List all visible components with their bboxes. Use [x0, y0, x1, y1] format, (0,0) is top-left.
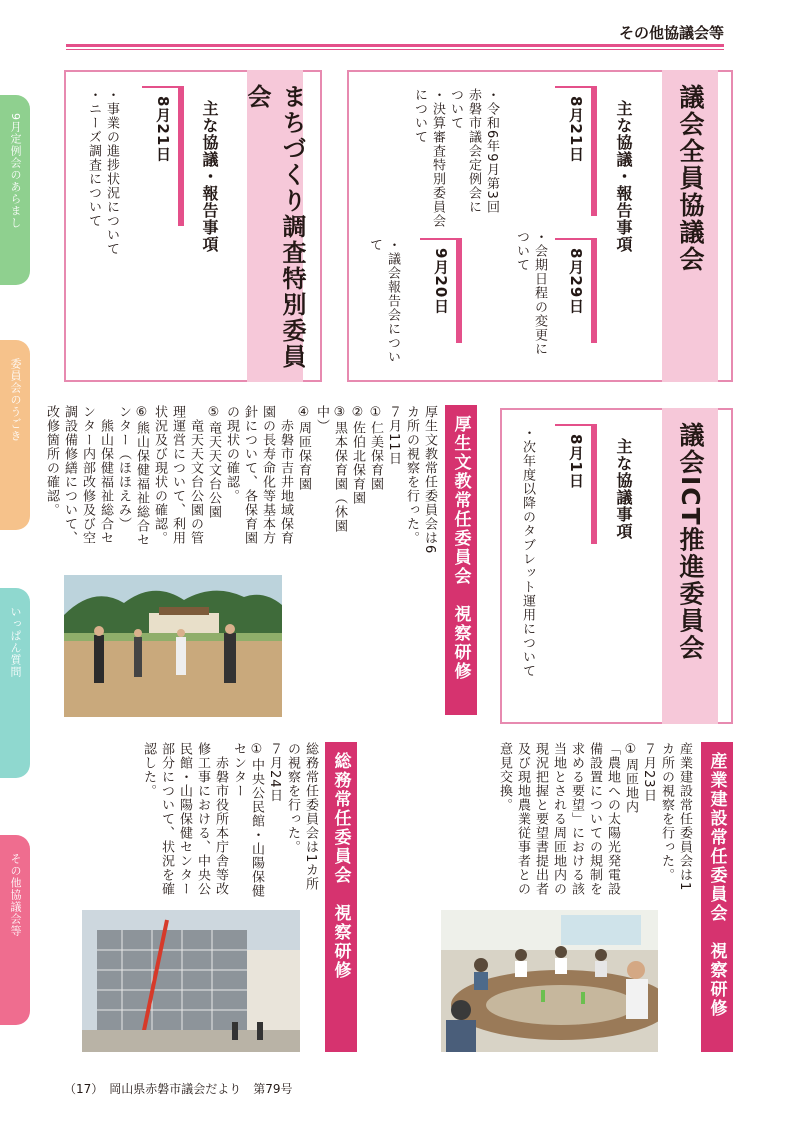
ict-text: ・次年度以降のタブレット運用について: [520, 426, 535, 678]
gikai-zenin-text-1: ・令和6年9月第3回 赤磐市議会定例会に ついて ・決算審査特別委員会 について: [412, 88, 499, 228]
date-8-29: 8月29日: [555, 238, 597, 343]
kosei-title: 厚生文教常任委員会 視察研修: [445, 405, 477, 715]
ict-title: 議会ICT推進委員会: [662, 408, 718, 724]
date-8-21: 8月21日: [555, 86, 597, 216]
header-rule-thin: [66, 49, 724, 50]
machizukuri-text: ・事業の進捗状況について ・ニーズ調査について: [86, 88, 119, 256]
sangyo-title: 産業建設常任委員会 視察研修: [701, 742, 733, 1052]
tab-iinkai[interactable]: 委員会のうごき: [0, 340, 30, 530]
kosei-text: 厚生文教常任委員会は6カ所の視察を行った。 ７月11日 ①仁美保育園 ②佐伯北保育園 ③黒本保育園（休園中） ④周匝保育園 赤磐市吉井地域保育園の長寿命化等基本方針について、各保育園の現状の確認。 ⑤竜天天文台公園 竜天天文台公園の管理運営について、利用状況及び現状の確認。 ⑥熊山保健福祉総合センター（ほほえみ） 熊山保健福祉総合センター内部改修及び空調設備修繕について、改修箇所の確認。: [44, 405, 437, 555]
machizukuri-title: まちづくり調査特別委員会: [247, 70, 303, 382]
somu-text: 総務常任委員会は1カ所の視察を行った。 ７月24日 ①中央公民館・山陽保健センター 赤磐市役所本庁舎等改修工事における、中央公民館・山陽保健センター部分について、状況を確認した。: [141, 742, 318, 898]
date-8-1: 8月1日: [555, 424, 597, 544]
gikai-zenin-subtitle: 主な協議・報告事項: [614, 100, 633, 253]
gikai-zenin-text-3: ・議会報告会につい て: [367, 238, 400, 364]
sangyo-text: 産業建設常任委員会は1カ所の視察を行った。 ７月23日 ①周匝地内 「農地への太陽光発電設備設置についての規制を求める要望」における該当地とされる周匝地内の現況把握と要望書提出者及び現地農業従事者との意見交換。: [497, 742, 692, 896]
tab-sonota-kyogikai[interactable]: その他協議会等: [0, 835, 30, 1025]
sangyo-meeting-photo: [441, 910, 658, 1052]
ict-subtitle: 主な協議事項: [614, 438, 633, 540]
page-footer: （17） 岡山県赤磐市議会だより 第79号: [64, 1082, 293, 1096]
machizukuri-subtitle: 主な協議・報告事項: [200, 100, 219, 253]
kosei-site-photo: [64, 575, 282, 717]
somu-title: 総務常任委員会 視察研修: [325, 742, 357, 1052]
tab-teireikai[interactable]: 9月定例会のあらまし: [0, 95, 30, 285]
date-9-20: 9月20日: [420, 238, 462, 343]
date-8-21-machi: 8月21日: [142, 86, 184, 226]
gikai-zenin-text-2: ・会期日程の変更に ついて: [514, 230, 547, 356]
somu-construction-photo: [82, 910, 300, 1052]
tab-ippan-shitsumon[interactable]: いっぱん質問: [0, 588, 30, 778]
header-rule: [66, 44, 724, 47]
section-title: その他協議会等: [618, 24, 724, 42]
gikai-zenin-title: 議会全員協議会: [662, 70, 718, 382]
